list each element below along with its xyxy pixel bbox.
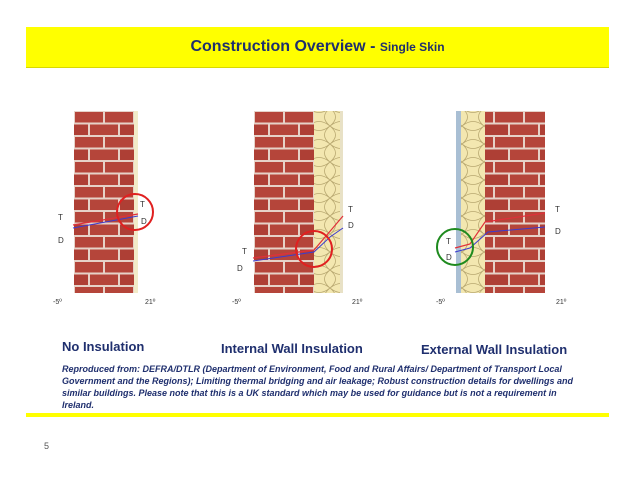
brick-wall [74, 111, 134, 293]
p3-d-left: D [446, 253, 452, 262]
footer-bar [26, 413, 609, 417]
plaster-layer [340, 111, 343, 293]
panel-internal-insulation [253, 111, 343, 293]
page-number: 5 [44, 441, 50, 451]
p3-cold-temp: -5º [436, 299, 445, 306]
caption-no-insulation: No Insulation [62, 339, 145, 354]
p2-warm-temp: 21º [352, 299, 363, 306]
p2-t-right: T [348, 205, 353, 214]
caption-external-insulation: External Wall Insulation [421, 342, 568, 357]
p1-cold-temp: -5º [53, 299, 62, 306]
p1-d-right: D [141, 217, 147, 226]
p3-warm-temp: 21º [556, 299, 567, 306]
source-note: Reproduced from: DEFRA/DTLR (Department of Environment, Food and Rural Affairs/ Department of Transport Local Government and the Regions); Limiting thermal bridging and air leakage; Robust construction details for dwellings and similar buildings. Please note that this is a UK standard which may be used for guidance but is not a requirement in Ireland. [62, 364, 574, 410]
plaster-layer [134, 111, 138, 293]
title-sub: Single Skin [379, 40, 445, 54]
p2-cold-temp: -5º [232, 299, 241, 306]
p3-d-right: D [555, 227, 561, 236]
brick-wall [485, 111, 545, 293]
p1-warm-temp: 21º [145, 299, 156, 306]
panel-external-insulation [437, 111, 545, 293]
insulation-layer [461, 111, 485, 293]
title-main: Construction Overview - [190, 38, 380, 55]
p2-t-left: T [242, 247, 247, 256]
p2-d-right: D [348, 221, 354, 230]
p2-d-left: D [237, 264, 243, 273]
p3-t-left: T [446, 237, 451, 246]
p1-d-left: D [58, 236, 64, 245]
p3-t-right: T [555, 205, 560, 214]
caption-internal-insulation: Internal Wall Insulation [221, 341, 363, 356]
p1-t-right: T [140, 200, 145, 209]
p1-t-left: T [58, 213, 63, 222]
